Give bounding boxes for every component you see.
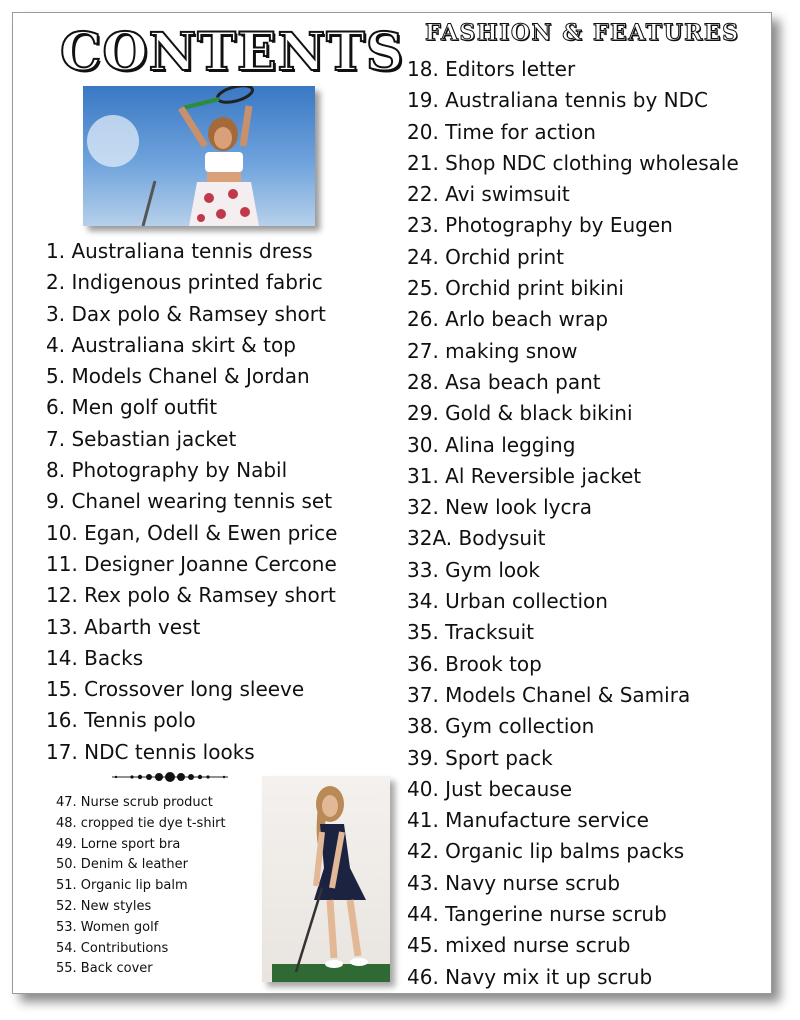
contents-item: 8. Photography by Nabil <box>46 458 288 483</box>
features-item: 19. Australiana tennis by NDC <box>407 88 708 113</box>
contents-small-item: 51. Organic lip balm <box>56 878 188 894</box>
contents-title: CONTENTS <box>60 22 405 83</box>
contents-item: 14. Backs <box>46 645 144 670</box>
features-item: 42. Organic lip balms packs <box>407 839 685 864</box>
tennis-player-photo <box>83 86 315 226</box>
contents-item: 7. Sebastian jacket <box>46 426 237 451</box>
features-item: 24. Orchid print <box>407 244 564 269</box>
contents-small-item: 48. cropped tie dye t-shirt <box>56 815 226 831</box>
contents-small-item: 54. Contributions <box>56 940 169 956</box>
contents-small-item: 52. New styles <box>56 898 152 914</box>
features-item: 46. Navy mix it up scrub <box>407 964 653 989</box>
features-item: 34. Urban collection <box>407 589 608 614</box>
features-item: 21. Shop NDC clothing wholesale <box>407 150 739 175</box>
features-item: 35. Tracksuit <box>407 620 534 645</box>
features-item: 23. Photography by Eugen <box>407 213 673 238</box>
contents-small-item: 53. Women golf <box>56 919 159 935</box>
features-item: 41. Manufacture service <box>407 808 649 833</box>
contents-list-right <box>407 54 772 993</box>
features-item: 38. Gym collection <box>407 714 595 739</box>
features-item: 37. Models Chanel & Samira <box>407 682 691 707</box>
contents-item: 17. NDC tennis looks <box>46 739 255 764</box>
contents-item: 15. Crossover long sleeve <box>46 677 305 702</box>
contents-small-item: 50. Denim & leather <box>56 857 188 873</box>
golf-player-illustration <box>262 776 390 982</box>
contents-item: 5. Models Chanel & Jordan <box>46 364 310 389</box>
features-item: 40. Just because <box>407 776 573 801</box>
contents-list-small <box>56 793 266 980</box>
contents-small-item: 49. Lorne sport bra <box>56 836 181 852</box>
contents-item: 13. Abarth vest <box>46 614 201 639</box>
features-item: 29. Gold & black bikini <box>407 401 633 426</box>
contents-item: 1. Australiana tennis dress <box>46 239 313 263</box>
contents-item: 6. Men golf outfit <box>46 395 218 420</box>
contents-item: 2. Indigenous printed fabric <box>46 270 323 295</box>
contents-item: 9. Chanel wearing tennis set <box>46 489 333 514</box>
contents-small-item: 47. Nurse scrub product <box>56 795 213 810</box>
features-item: 20. Time for action <box>407 119 596 144</box>
features-item: 32. New look lycra <box>407 495 592 520</box>
golf-player-photo <box>262 776 390 982</box>
contents-item: 10. Egan, Odell & Ewen price <box>46 520 338 545</box>
features-item: 36. Brook top <box>407 651 542 676</box>
features-item: 26. Arlo beach wrap <box>407 307 609 332</box>
features-item: 33. Gym look <box>407 557 540 582</box>
contents-list-left <box>46 236 396 768</box>
features-item: 43. Navy nurse scrub <box>407 870 621 895</box>
features-item: 39. Sport pack <box>407 745 553 770</box>
fashion-features-title: FASHION & FEATURES <box>425 20 740 46</box>
features-item: 31. Al Reversible jacket <box>407 463 642 488</box>
ornament-divider <box>110 768 230 786</box>
features-item: 30. Alina legging <box>407 432 576 457</box>
features-item: 32A. Bodysuit <box>407 526 546 551</box>
features-item: 25. Orchid print bikini <box>407 276 624 301</box>
tennis-player-illustration <box>83 86 315 226</box>
contents-item: 16. Tennis polo <box>46 708 196 733</box>
features-item: 44. Tangerine nurse scrub <box>407 902 667 927</box>
features-item: 27. making snow <box>407 338 578 363</box>
features-item: 18. Editors letter <box>407 57 576 81</box>
contents-item: 4. Australiana skirt & top <box>46 332 296 357</box>
contents-item: 12. Rex polo & Ramsey short <box>46 583 336 608</box>
features-item: 22. Avi swimsuit <box>407 182 570 207</box>
contents-item: 3. Dax polo & Ramsey short <box>46 301 326 326</box>
features-item: 45. mixed nurse scrub <box>407 933 631 958</box>
features-item: 28. Asa beach pant <box>407 369 601 394</box>
contents-small-item: 55. Back cover <box>56 961 153 977</box>
contents-item: 11. Designer Joanne Cercone <box>46 551 337 576</box>
